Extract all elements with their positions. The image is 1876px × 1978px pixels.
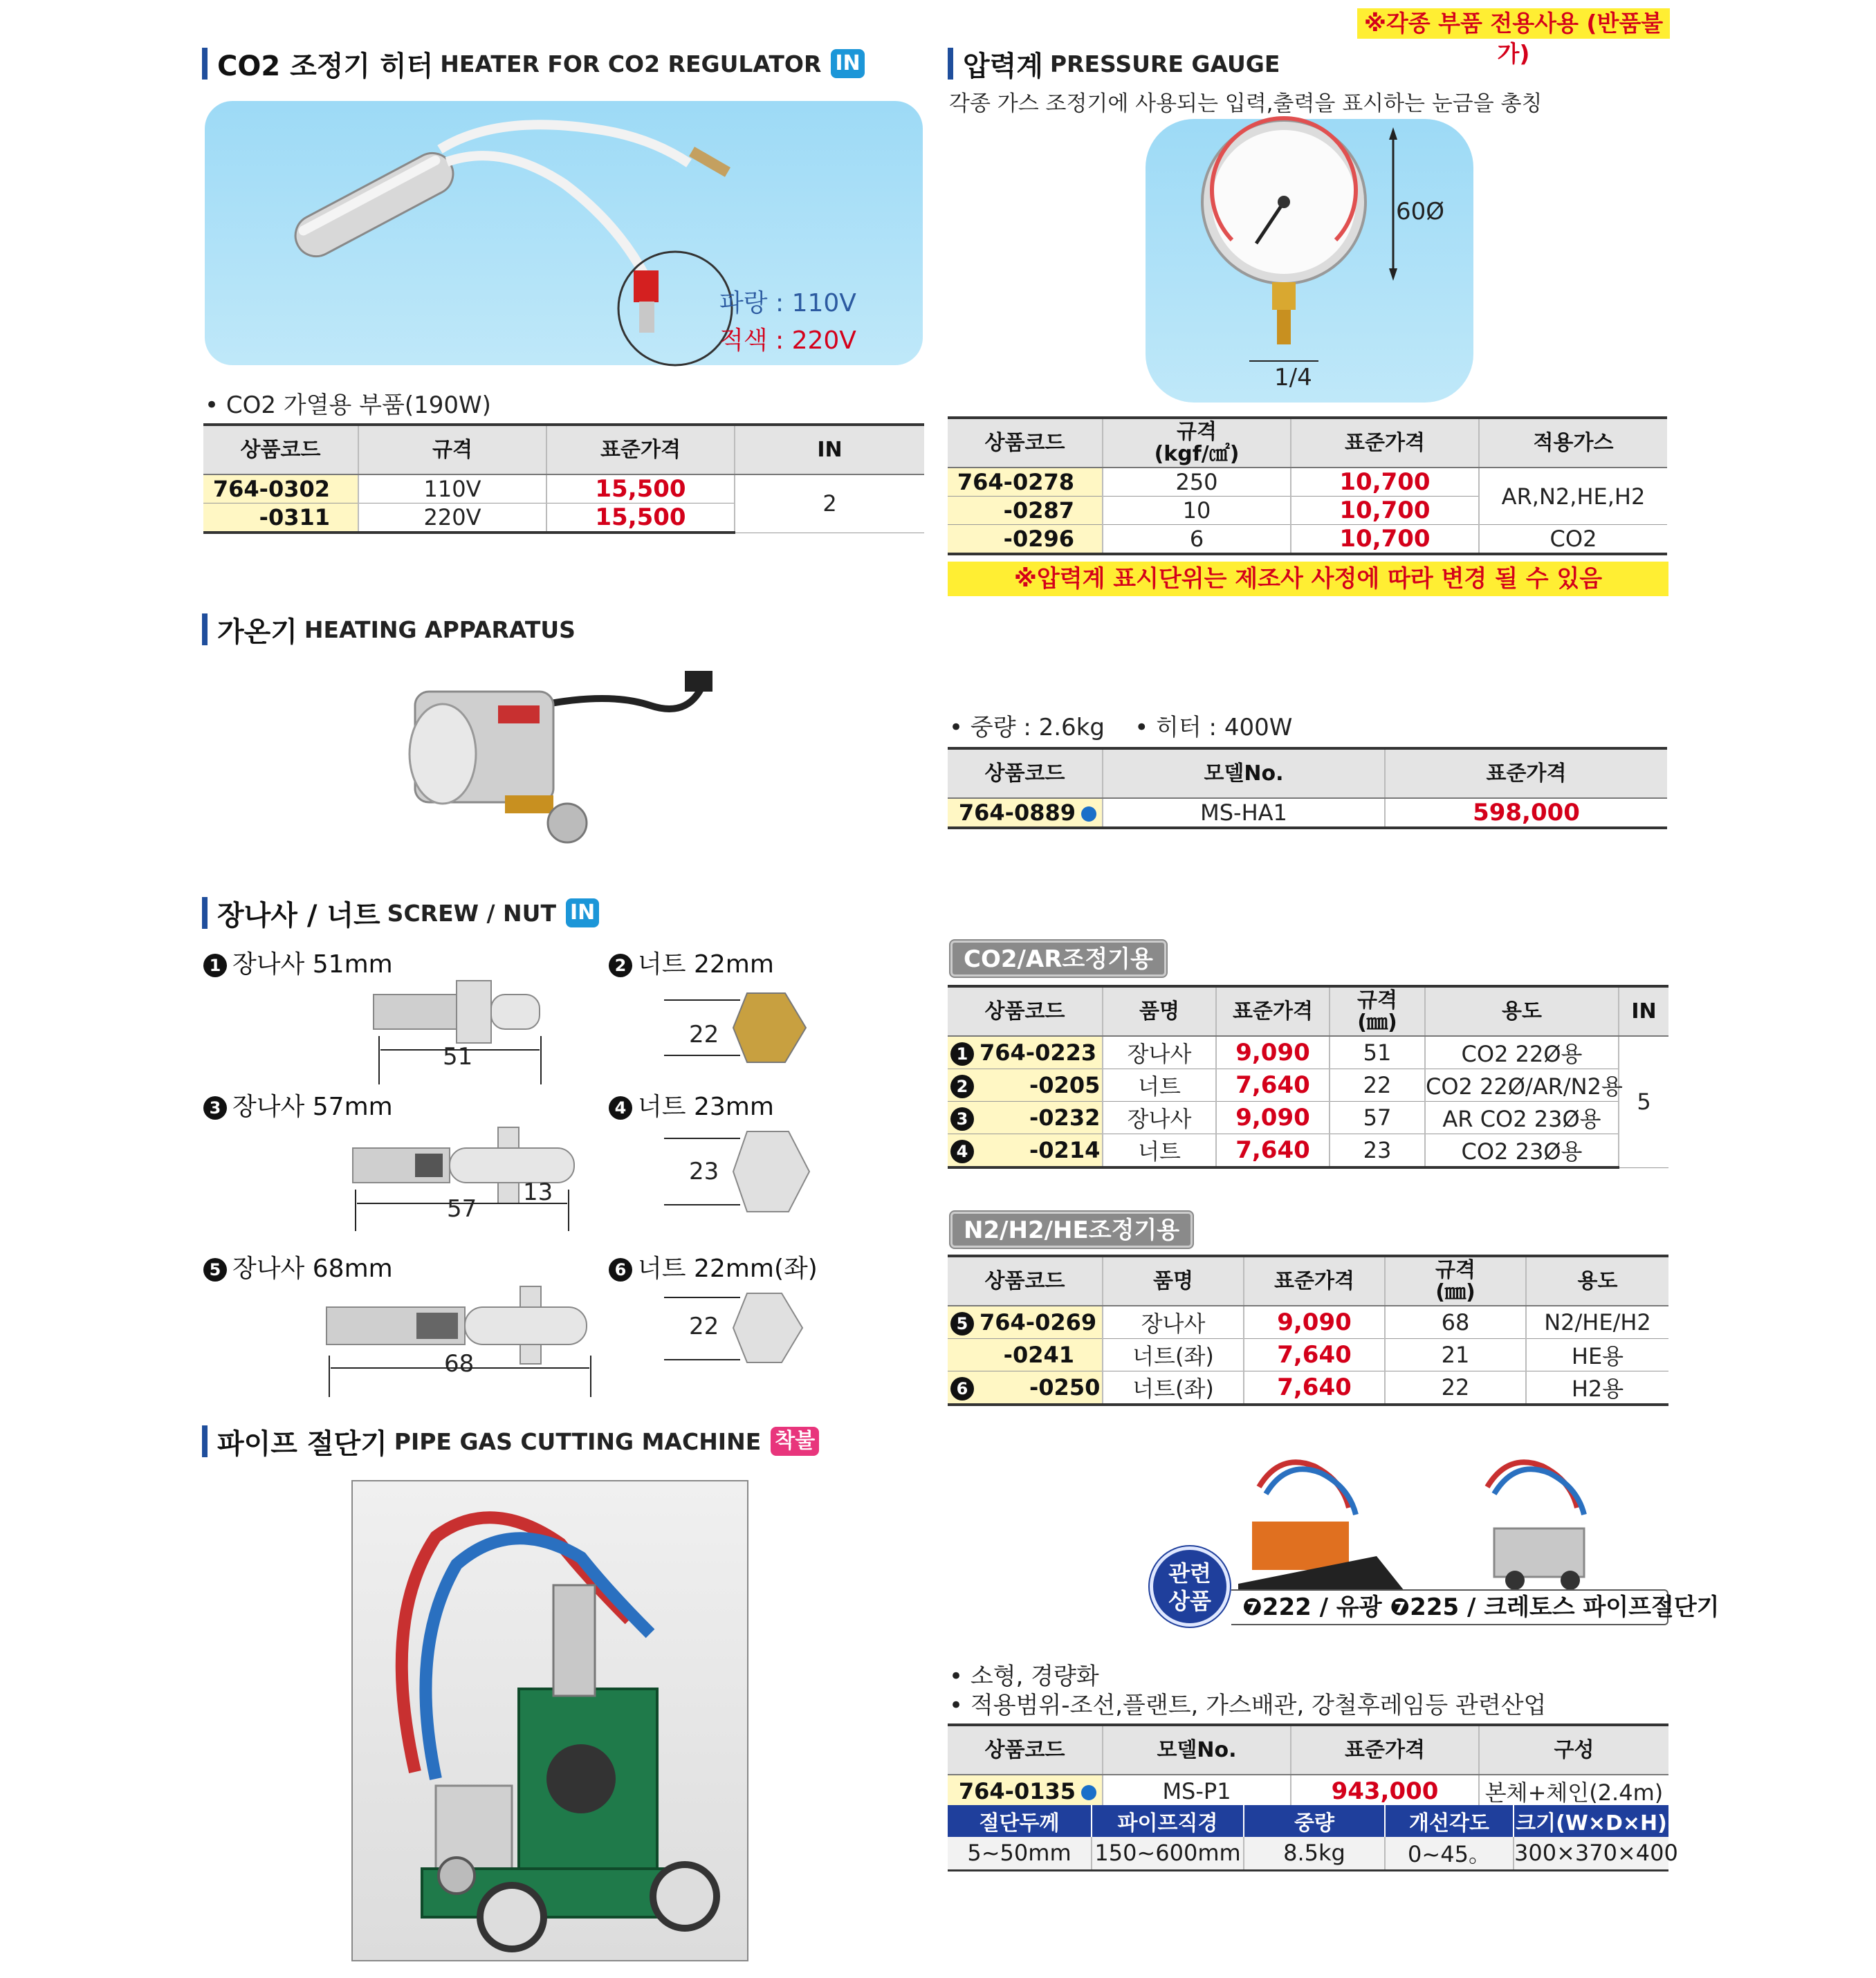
item-text: 너트 22mm bbox=[638, 950, 774, 979]
pipe-spec-table bbox=[948, 1805, 1678, 1871]
th-spec: 규격 bbox=[358, 425, 546, 474]
use-cell: H2용 bbox=[1526, 1371, 1668, 1405]
product-code-text: 764-0135 bbox=[958, 1778, 1076, 1804]
th-price: 표준가격 bbox=[1216, 986, 1330, 1036]
price-cell: 7,640 bbox=[1216, 1134, 1330, 1168]
co2ar-table bbox=[948, 985, 1668, 1169]
table-row bbox=[948, 468, 1667, 497]
nut-22-image bbox=[664, 989, 816, 1065]
product-code bbox=[948, 1036, 1103, 1069]
gas-cell: CO2 bbox=[1479, 525, 1667, 555]
gauge-title-en: PRESSURE GAUGE bbox=[1049, 50, 1280, 77]
nut-22-dim: 22 bbox=[689, 1021, 719, 1048]
th-gas: 적용가스 bbox=[1479, 418, 1667, 468]
item-number-icon: 1 bbox=[950, 1042, 974, 1066]
table-header-row bbox=[948, 1256, 1668, 1306]
screw-57-dim: 57 bbox=[447, 1195, 477, 1223]
spec-header-row bbox=[948, 1805, 1668, 1837]
spec-cell: 220V bbox=[358, 503, 546, 533]
spec-value-row bbox=[948, 1837, 1668, 1870]
th-composition: 구성 bbox=[1479, 1725, 1668, 1775]
table-row bbox=[948, 1339, 1668, 1371]
related-badge-line-1: 관련 bbox=[1168, 1560, 1211, 1587]
in-cell: 5 bbox=[1619, 1036, 1668, 1167]
th-in: IN bbox=[735, 425, 924, 474]
related-badge-line-2: 상품 bbox=[1168, 1588, 1211, 1614]
table-header-row bbox=[948, 986, 1668, 1036]
heating-title-ko: 가온기 bbox=[217, 616, 297, 648]
top-notice: ※각종 부품 전용사용 (반품불가) bbox=[1357, 8, 1670, 39]
heater-note: • CO2 가열용 부품(190W) bbox=[205, 391, 491, 419]
use-cell: N2/HE/H2 bbox=[1526, 1306, 1668, 1339]
gauge-image bbox=[1146, 119, 1473, 403]
nut-23-image bbox=[664, 1129, 823, 1219]
product-code bbox=[948, 798, 1103, 828]
screw-title-ko: 장나사 / 너트 bbox=[217, 899, 380, 932]
spec-size: 300×370×400 bbox=[1514, 1840, 1678, 1867]
item-text: 너트 23mm bbox=[638, 1093, 774, 1121]
item-number-icon: 5 bbox=[203, 1258, 227, 1282]
table-row bbox=[948, 798, 1667, 828]
item-number-icon: 3 bbox=[203, 1096, 227, 1120]
th-price: 표준가격 bbox=[1291, 418, 1479, 468]
price-cell: 7,640 bbox=[1216, 1069, 1330, 1102]
table-header-row bbox=[203, 425, 924, 474]
table-row bbox=[948, 1036, 1668, 1069]
product-code-text: -0205 bbox=[1029, 1072, 1101, 1098]
screw-68-image bbox=[320, 1279, 596, 1397]
heating-title-en: HEATING APPARATUS bbox=[304, 616, 576, 643]
pipe-title-en: PIPE GAS CUTTING MACHINE bbox=[394, 1427, 762, 1455]
price-cell: 15,500 bbox=[546, 474, 735, 503]
use-cell: HE용 bbox=[1526, 1339, 1668, 1371]
nut-item-4-label bbox=[609, 1087, 774, 1122]
model-cell: MS-P1 bbox=[1103, 1775, 1291, 1809]
heater-section-title bbox=[202, 46, 865, 82]
screw-57-dim-13: 13 bbox=[523, 1179, 553, 1206]
spec-thickness: 5~50mm bbox=[948, 1837, 1092, 1870]
heater-label-blue: 파랑 : 110V bbox=[719, 289, 856, 317]
in-badge: IN bbox=[566, 898, 599, 927]
gauge-section-title bbox=[948, 46, 1280, 82]
product-code: -0296 bbox=[948, 525, 1103, 555]
gauge-title-ko: 압력계 bbox=[963, 50, 1043, 82]
nut-item-6-label bbox=[609, 1249, 818, 1284]
product-code-text: -0214 bbox=[1029, 1137, 1101, 1163]
th-price: 표준가격 bbox=[1291, 1725, 1479, 1775]
gauge-table bbox=[948, 416, 1667, 555]
gauge-description: 각종 가스 조정기에 사용되는 입력,출력을 표시하는 눈금을 총칭 bbox=[949, 91, 1543, 116]
item-number-icon: 2 bbox=[609, 954, 632, 977]
item-number-icon: 2 bbox=[950, 1075, 974, 1098]
name-cell: 장나사 bbox=[1103, 1036, 1216, 1069]
name-cell: 너트(좌) bbox=[1103, 1339, 1244, 1371]
spec-th-size: 크기(W×D×H) bbox=[1516, 1811, 1667, 1836]
nut-23-dim: 23 bbox=[689, 1158, 719, 1185]
product-code bbox=[948, 1775, 1103, 1809]
spec-cell: 22 bbox=[1330, 1069, 1425, 1102]
composition-cell: 본체+체인(2.4m) bbox=[1479, 1775, 1668, 1809]
table-header-row bbox=[948, 418, 1667, 468]
n2h2-table bbox=[948, 1255, 1668, 1406]
product-code-text: 764-0223 bbox=[980, 1039, 1097, 1066]
th-use: 용도 bbox=[1425, 986, 1619, 1036]
nut-item-2-label bbox=[609, 945, 774, 980]
name-cell: 너트 bbox=[1103, 1069, 1216, 1102]
price-cell: 9,090 bbox=[1216, 1036, 1330, 1069]
th-name: 품명 bbox=[1103, 1256, 1244, 1306]
product-code: 764-0278 bbox=[948, 468, 1103, 497]
th-model: 모델No. bbox=[1103, 1725, 1291, 1775]
price-cell: 598,000 bbox=[1385, 798, 1667, 828]
item-number-icon: 4 bbox=[609, 1096, 632, 1120]
nut-22-left-image bbox=[664, 1291, 816, 1367]
price-cell: 10,700 bbox=[1291, 497, 1479, 525]
pipe-table bbox=[948, 1723, 1668, 1810]
heating-image bbox=[401, 664, 719, 851]
screw-item-3-label bbox=[203, 1087, 393, 1122]
price-cell: 7,640 bbox=[1244, 1339, 1385, 1371]
spec-cell: 68 bbox=[1385, 1306, 1526, 1339]
gauge-diameter-label: 60Ø bbox=[1396, 198, 1445, 225]
spec-cell: 250 bbox=[1103, 468, 1291, 497]
price-cell: 9,090 bbox=[1244, 1306, 1385, 1339]
spec-weight: 8.5kg bbox=[1244, 1837, 1385, 1870]
table-row bbox=[948, 1371, 1668, 1405]
related-product-images bbox=[1238, 1445, 1626, 1591]
in-badge: IN bbox=[831, 49, 864, 78]
heating-note: • 중량 : 2.6kg • 히터 : 400W bbox=[949, 714, 1293, 741]
screw-51-dim: 51 bbox=[443, 1043, 473, 1071]
gas-cell: AR,N2,HE,H2 bbox=[1479, 468, 1667, 525]
price-cell: 7,640 bbox=[1244, 1371, 1385, 1405]
table-row bbox=[203, 474, 924, 503]
table-row bbox=[948, 1102, 1668, 1134]
th-code: 상품코드 bbox=[948, 986, 1103, 1036]
screw-item-1-label bbox=[203, 945, 393, 980]
heating-section-title bbox=[202, 611, 576, 647]
product-code bbox=[948, 1371, 1103, 1405]
table-header-row bbox=[948, 748, 1667, 798]
pipe-title-ko: 파이프 절단기 bbox=[217, 1427, 387, 1460]
product-code bbox=[948, 1134, 1103, 1168]
stock-dot-icon bbox=[1081, 1785, 1096, 1800]
product-code bbox=[948, 1306, 1103, 1339]
title-bar bbox=[202, 1425, 208, 1457]
title-bar bbox=[202, 613, 208, 645]
pipe-section-title bbox=[202, 1423, 819, 1459]
product-code-text: -0232 bbox=[1029, 1104, 1101, 1131]
item-number-icon: 5 bbox=[950, 1312, 974, 1335]
use-cell: CO2 23Ø용 bbox=[1425, 1134, 1619, 1168]
price-cell: 943,000 bbox=[1291, 1775, 1479, 1809]
spec-cell: 51 bbox=[1330, 1036, 1425, 1069]
heater-label-red: 적색 : 220V bbox=[719, 326, 856, 355]
price-cell: 10,700 bbox=[1291, 468, 1479, 497]
name-cell: 너트 bbox=[1103, 1134, 1216, 1168]
model-cell: MS-HA1 bbox=[1103, 798, 1385, 828]
price-cell: 10,700 bbox=[1291, 525, 1479, 555]
title-bar bbox=[202, 48, 208, 80]
spec-cell: 110V bbox=[358, 474, 546, 503]
table-row bbox=[948, 1306, 1668, 1339]
gauge-notice: ※압력계 표시단위는 제조사 사정에 따라 변경 될 수 있음 bbox=[948, 562, 1668, 596]
th-spec: 규격 (kgf/㎠) bbox=[1103, 418, 1291, 468]
stock-dot-icon bbox=[1081, 806, 1096, 822]
th-code: 상품코드 bbox=[948, 1725, 1103, 1775]
product-code-text: 764-0889 bbox=[958, 799, 1076, 826]
item-number-icon: 4 bbox=[950, 1140, 974, 1163]
name-cell: 장나사 bbox=[1103, 1102, 1216, 1134]
price-cell: 9,090 bbox=[1216, 1102, 1330, 1134]
related-products-link[interactable]: ❼222 / 유광 ❼225 / 크레토스 파이프절단기 bbox=[1231, 1589, 1668, 1625]
item-text: 장나사 57mm bbox=[232, 1093, 393, 1121]
table-row bbox=[948, 525, 1667, 555]
name-cell: 장나사 bbox=[1103, 1306, 1244, 1339]
product-code-text: -0241 bbox=[1003, 1342, 1074, 1368]
table-row bbox=[948, 1134, 1668, 1168]
th-price: 표준가격 bbox=[1385, 748, 1667, 798]
item-number-icon: 6 bbox=[609, 1258, 632, 1282]
product-code-text: 764-0269 bbox=[980, 1309, 1097, 1335]
gauge-image-panel bbox=[1146, 119, 1473, 403]
gauge-thread-label: 1/4 bbox=[1274, 364, 1312, 391]
spec-th-diameter: 파이프직경 bbox=[1092, 1805, 1244, 1837]
use-cell: CO2 22Ø용 bbox=[1425, 1036, 1619, 1069]
th-code: 상품코드 bbox=[948, 748, 1103, 798]
th-use: 용도 bbox=[1526, 1256, 1668, 1306]
spec-cell: 21 bbox=[1385, 1339, 1526, 1371]
nut-22-left-dim: 22 bbox=[689, 1313, 719, 1340]
heater-title-en: HEATER FOR CO2 REGULATOR bbox=[440, 50, 822, 77]
item-text: 장나사 51mm bbox=[232, 950, 393, 979]
table-header-row bbox=[948, 1725, 1668, 1775]
spec-th-angle: 개선각도 bbox=[1385, 1805, 1514, 1837]
n2h2-tag: N2/H2/HE조정기용 bbox=[950, 1212, 1193, 1248]
th-in: IN bbox=[1619, 986, 1668, 1036]
th-code: 상품코드 bbox=[203, 425, 358, 474]
spec-cell: 6 bbox=[1103, 525, 1291, 555]
spec-cell: 22 bbox=[1385, 1371, 1526, 1405]
spec-th-weight: 중량 bbox=[1244, 1805, 1385, 1837]
pipe-machine-image bbox=[351, 1480, 748, 1961]
pipe-note-2: • 적용범위-조선,플랜트, 가스배관, 강철후레임등 관련산업 bbox=[949, 1692, 1547, 1719]
th-name: 품명 bbox=[1103, 986, 1216, 1036]
spec-th-thickness: 절단두께 bbox=[948, 1805, 1092, 1837]
in-cell: 2 bbox=[735, 474, 924, 533]
title-bar bbox=[948, 48, 953, 80]
th-model: 모델No. bbox=[1103, 748, 1385, 798]
item-text: 장나사 68mm bbox=[232, 1255, 393, 1283]
screw-section-title bbox=[202, 895, 599, 931]
use-cell: CO2 22Ø/AR/N2용 bbox=[1425, 1069, 1619, 1102]
cod-badge: 착불 bbox=[771, 1427, 819, 1456]
product-code: 764-0302 bbox=[203, 474, 358, 503]
pipe-note-1: • 소형, 경량화 bbox=[949, 1663, 1099, 1690]
item-number-icon: 3 bbox=[950, 1107, 974, 1131]
spec-cell: 10 bbox=[1103, 497, 1291, 525]
item-text: 너트 22mm(좌) bbox=[638, 1255, 818, 1283]
name-cell: 너트(좌) bbox=[1103, 1371, 1244, 1405]
product-code bbox=[948, 1339, 1103, 1371]
spec-cell: 57 bbox=[1330, 1102, 1425, 1134]
product-code-text: -0250 bbox=[1029, 1374, 1101, 1401]
th-spec: 규격 (㎜) bbox=[1385, 1256, 1526, 1306]
title-bar bbox=[202, 897, 208, 929]
product-code bbox=[948, 1102, 1103, 1134]
screw-title-en: SCREW / NUT bbox=[387, 899, 556, 927]
related-badge bbox=[1150, 1546, 1230, 1627]
th-price: 표준가격 bbox=[546, 425, 735, 474]
th-code: 상품코드 bbox=[948, 1256, 1103, 1306]
spec-diameter: 150~600mm bbox=[1092, 1837, 1244, 1870]
item-number-icon: 1 bbox=[203, 954, 227, 977]
table-row bbox=[948, 1069, 1668, 1102]
th-spec: 규격 (㎜) bbox=[1330, 986, 1425, 1036]
spec-angle: 0~45。 bbox=[1385, 1837, 1514, 1870]
spec-cell: 23 bbox=[1330, 1134, 1425, 1168]
heating-table bbox=[948, 747, 1667, 829]
product-code: -0287 bbox=[948, 497, 1103, 525]
price-cell: 15,500 bbox=[546, 503, 735, 533]
table-row bbox=[948, 1775, 1668, 1809]
product-code bbox=[948, 1069, 1103, 1102]
heater-title-ko: CO2 조정기 히터 bbox=[217, 50, 434, 82]
th-price: 표준가격 bbox=[1244, 1256, 1385, 1306]
product-code: -0311 bbox=[203, 503, 358, 533]
heater-table bbox=[203, 423, 924, 534]
use-cell: AR CO2 23Ø용 bbox=[1425, 1102, 1619, 1134]
screw-68-dim: 68 bbox=[444, 1350, 475, 1378]
item-number-icon: 6 bbox=[950, 1377, 974, 1401]
th-code: 상품코드 bbox=[948, 418, 1103, 468]
co2ar-tag: CO2/AR조정기용 bbox=[950, 941, 1166, 977]
